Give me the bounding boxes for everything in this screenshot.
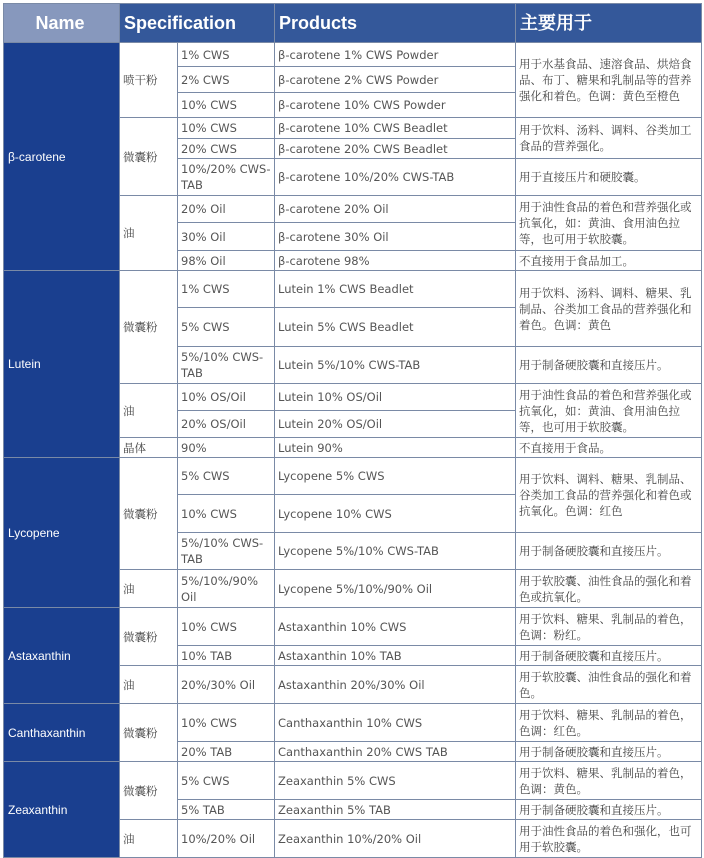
spec-cell: 2% CWS <box>178 67 275 93</box>
form-cell: 微囊粉 <box>120 271 178 384</box>
product-cell: Lycopene 10% CWS <box>275 495 516 533</box>
table-row <box>4 608 702 646</box>
spec-cell: 20% TAB <box>178 742 275 762</box>
usage-cell: 用于饮料、糖果、乳制品的着色，色调：红色。 <box>516 704 702 742</box>
usage-cell: 用于饮料、汤料、调料、糖果、乳制品、谷类加工食品的营养强化和着色。色调：黄色 <box>516 271 702 347</box>
spec-cell: 5%/10% CWS-TAB <box>178 533 275 570</box>
usage-cell: 用于制备硬胶囊和直接压片。 <box>516 800 702 820</box>
product-name-cell: Lycopene <box>4 458 120 608</box>
usage-cell: 不直接用于食品加工。 <box>516 251 702 271</box>
spec-cell: 10% CWS <box>178 93 275 118</box>
product-cell: Lutein 20% OS/Oil <box>275 411 516 438</box>
product-cell: β-carotene 2% CWS Powder <box>275 67 516 93</box>
usage-cell: 用于油性食品的着色和强化，也可用于软胶囊。 <box>516 820 702 858</box>
form-cell: 微囊粉 <box>120 118 178 196</box>
header-products: Products <box>275 4 516 43</box>
form-cell: 油 <box>120 570 178 608</box>
spec-cell: 10% CWS <box>178 495 275 533</box>
usage-cell: 用于饮料、糖果、乳制品的着色，色调：黄色。 <box>516 762 702 800</box>
product-cell: Astaxanthin 10% TAB <box>275 646 516 666</box>
usage-cell: 用于饮料、调料、糖果、乳制品、谷类加工食品的营养强化和着色或抗氧化。色调：红色 <box>516 458 702 533</box>
usage-cell: 用于饮料、糖果、乳制品的着色，色调：粉红。 <box>516 608 702 646</box>
product-cell: β-carotene 10% CWS Powder <box>275 93 516 118</box>
product-cell: Lycopene 5% CWS <box>275 458 516 495</box>
spec-cell: 1% CWS <box>178 271 275 308</box>
form-cell: 油 <box>120 196 178 271</box>
product-cell: Lycopene 5%/10%/90% Oil <box>275 570 516 608</box>
usage-cell: 用于制备硬胶囊和直接压片。 <box>516 742 702 762</box>
product-cell: β-carotene 30% Oil <box>275 223 516 251</box>
product-cell: Canthaxanthin 20% CWS TAB <box>275 742 516 762</box>
product-table <box>3 3 702 858</box>
spec-cell: 98% Oil <box>178 251 275 271</box>
usage-cell: 用于制备硬胶囊和直接压片。 <box>516 533 702 570</box>
form-cell: 微囊粉 <box>120 704 178 762</box>
product-cell: Astaxanthin 20%/30% Oil <box>275 666 516 704</box>
form-cell: 油 <box>120 820 178 858</box>
product-cell: Lutein 1% CWS Beadlet <box>275 271 516 308</box>
usage-cell: 用于软胶囊、油性食品的强化和着色或抗氧化。 <box>516 570 702 608</box>
usage-cell: 用于油性食品的着色和营养强化或抗氧化，如：黄油、食用油色拉等，也可用于软胶囊。 <box>516 196 702 251</box>
spec-cell: 10%/20% Oil <box>178 820 275 858</box>
form-cell: 油 <box>120 384 178 438</box>
spec-cell: 20% CWS <box>178 139 275 159</box>
product-cell: Lutein 5%/10% CWS-TAB <box>275 347 516 384</box>
product-cell: β-carotene 10%/20% CWS-TAB <box>275 159 516 196</box>
header-name: Name <box>4 4 120 43</box>
spec-cell: 10% CWS <box>178 118 275 139</box>
table-body <box>4 43 702 858</box>
product-cell: Lutein 90% <box>275 438 516 458</box>
form-cell: 微囊粉 <box>120 762 178 820</box>
spec-cell: 20%/30% Oil <box>178 666 275 704</box>
table-row <box>4 458 702 495</box>
product-cell: Lutein 5% CWS Beadlet <box>275 308 516 347</box>
spec-cell: 10% OS/Oil <box>178 384 275 411</box>
table-row <box>4 271 702 308</box>
usage-cell: 用于油性食品的着色和营养强化或抗氧化，如：黄油、食用油色拉等，也可用于软胶囊。 <box>516 384 702 438</box>
form-cell: 油 <box>120 666 178 704</box>
product-cell: Lutein 10% OS/Oil <box>275 384 516 411</box>
usage-cell: 不直接用于食品。 <box>516 438 702 458</box>
form-cell: 晶体 <box>120 438 178 458</box>
spec-cell: 20% Oil <box>178 196 275 223</box>
product-cell: β-carotene 10% CWS Beadlet <box>275 118 516 139</box>
product-cell: β-carotene 98% <box>275 251 516 271</box>
spec-cell: 1% CWS <box>178 43 275 67</box>
header-usage: 主要用于 <box>516 4 702 43</box>
table-row <box>4 704 702 742</box>
spec-cell: 10% TAB <box>178 646 275 666</box>
product-name-cell: Astaxanthin <box>4 608 120 704</box>
product-cell: β-carotene 20% Oil <box>275 196 516 223</box>
spec-cell: 5% CWS <box>178 458 275 495</box>
spec-cell: 5%/10% CWS-TAB <box>178 347 275 384</box>
spec-cell: 5% CWS <box>178 762 275 800</box>
spec-cell: 5%/10%/90% Oil <box>178 570 275 608</box>
form-cell: 微囊粉 <box>120 608 178 666</box>
product-name-cell: β-carotene <box>4 43 120 271</box>
form-cell: 微囊粉 <box>120 458 178 570</box>
spec-cell: 5% TAB <box>178 800 275 820</box>
table-row <box>4 43 702 67</box>
spec-cell: 5% CWS <box>178 308 275 347</box>
usage-cell: 用于制备硬胶囊和直接压片。 <box>516 347 702 384</box>
spec-cell: 10% CWS <box>178 608 275 646</box>
product-cell: Zeaxanthin 10%/20% Oil <box>275 820 516 858</box>
product-cell: β-carotene 20% CWS Beadlet <box>275 139 516 159</box>
product-cell: Zeaxanthin 5% TAB <box>275 800 516 820</box>
product-cell: Zeaxanthin 5% CWS <box>275 762 516 800</box>
spec-cell: 10% CWS <box>178 704 275 742</box>
form-cell: 喷干粉 <box>120 43 178 118</box>
spec-cell: 20% OS/Oil <box>178 411 275 438</box>
product-cell: Canthaxanthin 10% CWS <box>275 704 516 742</box>
product-name-cell: Zeaxanthin <box>4 762 120 858</box>
product-cell: β-carotene 1% CWS Powder <box>275 43 516 67</box>
product-name-cell: Canthaxanthin <box>4 704 120 762</box>
header-specification: Specification <box>120 4 275 43</box>
product-cell: Lycopene 5%/10% CWS-TAB <box>275 533 516 570</box>
table-row <box>4 762 702 800</box>
product-name-cell: Lutein <box>4 271 120 458</box>
header-row <box>4 4 702 43</box>
product-cell: Astaxanthin 10% CWS <box>275 608 516 646</box>
usage-cell: 用于制备硬胶囊和直接压片。 <box>516 646 702 666</box>
spec-cell: 90% <box>178 438 275 458</box>
usage-cell: 用于软胶囊、油性食品的强化和着色。 <box>516 666 702 704</box>
spec-cell: 30% Oil <box>178 223 275 251</box>
usage-cell: 用于饮料、汤料、调料、谷类加工食品的营养强化。 <box>516 118 702 159</box>
spec-cell: 10%/20% CWS-TAB <box>178 159 275 196</box>
usage-cell: 用于水基食品、速溶食品、烘焙食品、布丁、糖果和乳制品等的营养强化和着色。色调：黄色至橙色 <box>516 43 702 118</box>
usage-cell: 用于直接压片和硬胶囊。 <box>516 159 702 196</box>
